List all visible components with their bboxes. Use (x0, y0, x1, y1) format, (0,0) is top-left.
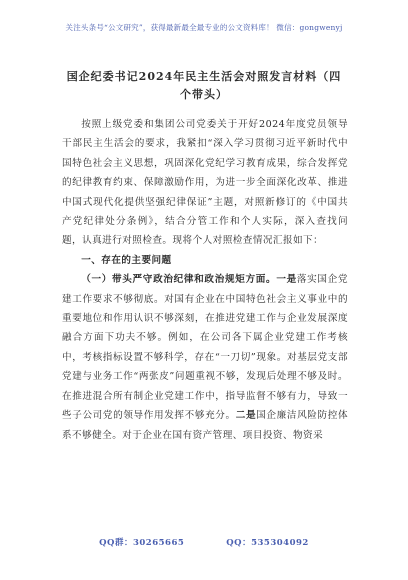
document-title: 国企纪委书记2024年民主生活会对照发言材料（四个带头） (66, 70, 342, 101)
problem-paragraph (62, 270, 348, 445)
point-marker-1: 一是 (276, 274, 297, 286)
subsection-heading: （一）带头严守政治纪律和政治规矩方面。 (81, 274, 277, 286)
document-body (62, 115, 348, 445)
point-text-1: 落实国企党建工作要求不够彻底。对国有企业在中国特色社会主义事业中的重要地位和作用认识不够深刻，在推进党建工作与企业发展深度融合方面下功夫不够。例如，在公司各下属企业党建工作考核中，考核指标设置不够科学，存在“一刀切”现象。对基层党支部党建与业务工作“两张皮”问题重视不够，发现后处理不够及时。在推进混合所有制企业党建工作中，指导监督不够有力，导致一些子公司党的领导作用发挥不够充分。 (62, 274, 348, 422)
intro-paragraph: 按照上级党委和集团公司党委关于开好2024年度党员领导干部民主生活会的要求，我紧扣“深入学习贯彻习近平新时代中国特色社会主义思想，巩固深化党纪学习教育成果，综合发挥党的纪律教育约束、保障激励作用，为进一步全面深化改革、推进中国式现代化提供坚强纪律保证”主题，对照新修订的《中国共产党纪律处分条例》，结合分管工作和个人实际，深入查找问题，认真进行对照检查。现将个人对照检查情况汇报如下： (62, 119, 348, 247)
contact-footer (0, 536, 408, 548)
point-marker-2: 二是 (235, 410, 257, 422)
qq-group-text: QQ群：30265665 (99, 538, 185, 548)
promo-header: 关注头条号“公文研究”，获得最新最全最专业的公文资料库！ 微信：gongwenyj (65, 23, 343, 32)
qq-number-text: QQ：535304092 (226, 538, 309, 548)
section-heading: 一、存在的主要问题 (81, 254, 172, 266)
point-text-2: 国企廉洁风险防控体系不够健全。对于企业在国有资产管理、项目投资、物资采 (62, 410, 348, 441)
